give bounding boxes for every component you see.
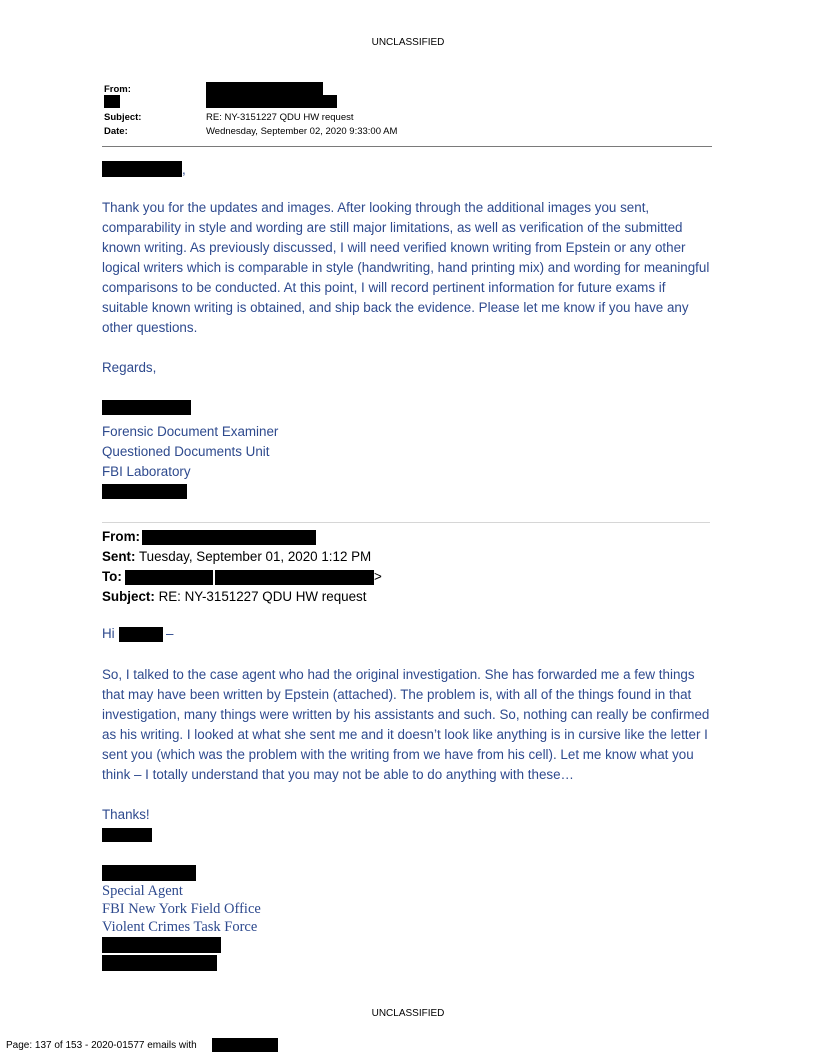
quoted-subject-value: RE: NY-3151227 QDU HW request: [158, 589, 367, 604]
signature-title: Forensic Document Examiner: [102, 424, 279, 439]
quoted-message-divider: [102, 522, 710, 523]
redaction-examiner-name: [102, 400, 191, 415]
signature-org: FBI Laboratory: [102, 464, 191, 479]
quoted-to-label: To:: [102, 569, 122, 584]
quoted-closing: Thanks!: [102, 807, 150, 822]
quoted-body: So, I talked to the case agent who had the original investigation. She has forwarded me a few things that may have been written by Epstein (attached). The problem is, with all of the things found in that investigation, many things were written by his assistants and such. So, nothing can really be confirmed as his writing. I looked at what she sent me and it doesn’t look like anything is in cursive like the letter I sent you (which was the problem with the writing from we have from his cell). Let me know what you think – I totally understand that you may not be able to do anything with these…: [102, 667, 710, 782]
classification-top: UNCLASSIFIED: [371, 37, 445, 48]
from-label: From:: [104, 84, 131, 95]
redaction-footer-name: [212, 1038, 278, 1052]
redaction-quoted-from: [142, 530, 316, 545]
redaction-from-address: [206, 95, 337, 108]
quoted-greeting-prefix: Hi: [102, 626, 115, 641]
classification-bottom: UNCLASSIFIED: [371, 1008, 445, 1019]
quoted-from-label: From:: [102, 529, 140, 544]
redaction-quoted-greeting-name: [119, 627, 163, 642]
redaction-greeting-name: [102, 161, 182, 177]
redaction-agent-first-name: [102, 828, 152, 842]
reply-closing: Regards,: [102, 360, 157, 375]
page-footer: Page: 137 of 153 - 2020-01577 emails with: [6, 1040, 197, 1051]
greeting-comma: ,: [182, 162, 186, 177]
redaction-agent-email: [102, 955, 217, 971]
date-value: Wednesday, September 02, 2020 9:33:00 AM: [206, 126, 398, 137]
redaction-examiner-contact: [102, 484, 187, 499]
agent-task-force: Violent Crimes Task Force: [102, 919, 258, 935]
header-divider: [102, 146, 712, 147]
subject-value: RE: NY-3151227 QDU HW request: [206, 112, 354, 123]
quoted-greeting-dash: –: [166, 626, 174, 641]
redaction-quoted-to-address: [215, 570, 374, 585]
subject-label: Subject:: [104, 112, 142, 123]
quoted-subject-row: [102, 587, 366, 607]
redaction-agent-full-name: [102, 865, 196, 881]
redaction-quoted-to-name: [125, 570, 213, 585]
agent-title: Special Agent: [102, 883, 183, 899]
quoted-sent-value: Tuesday, September 01, 2020 1:12 PM: [138, 549, 372, 564]
quoted-subject-label: Subject:: [102, 589, 155, 604]
redaction-from-name: [206, 82, 323, 96]
date-label: Date:: [104, 126, 128, 137]
signature-unit: Questioned Documents Unit: [102, 444, 270, 459]
redaction-agent-phone: [102, 937, 221, 953]
redaction-to-label: [104, 95, 120, 108]
quoted-sent-label: Sent:: [102, 549, 136, 564]
quoted-sent-row: [102, 547, 371, 567]
quoted-to-suffix: >: [374, 569, 382, 584]
reply-body: Thank you for the updates and images. After looking through the additional images you sent, comparability in style and wording are still major limitations, as well as verification of the submitted known writing. As previously discussed, I will need verified known writing from Epstein or any other logical writers which is comparable in style (handwriting, hand printing mix) and wording for meaningful comparisons to be conducted. At this point, I will record pertinent information for future exams if suitable known writing is obtained, and ship back the evidence. Please let me know if you have any other questions.: [102, 200, 710, 335]
agent-office: FBI New York Field Office: [102, 901, 261, 917]
